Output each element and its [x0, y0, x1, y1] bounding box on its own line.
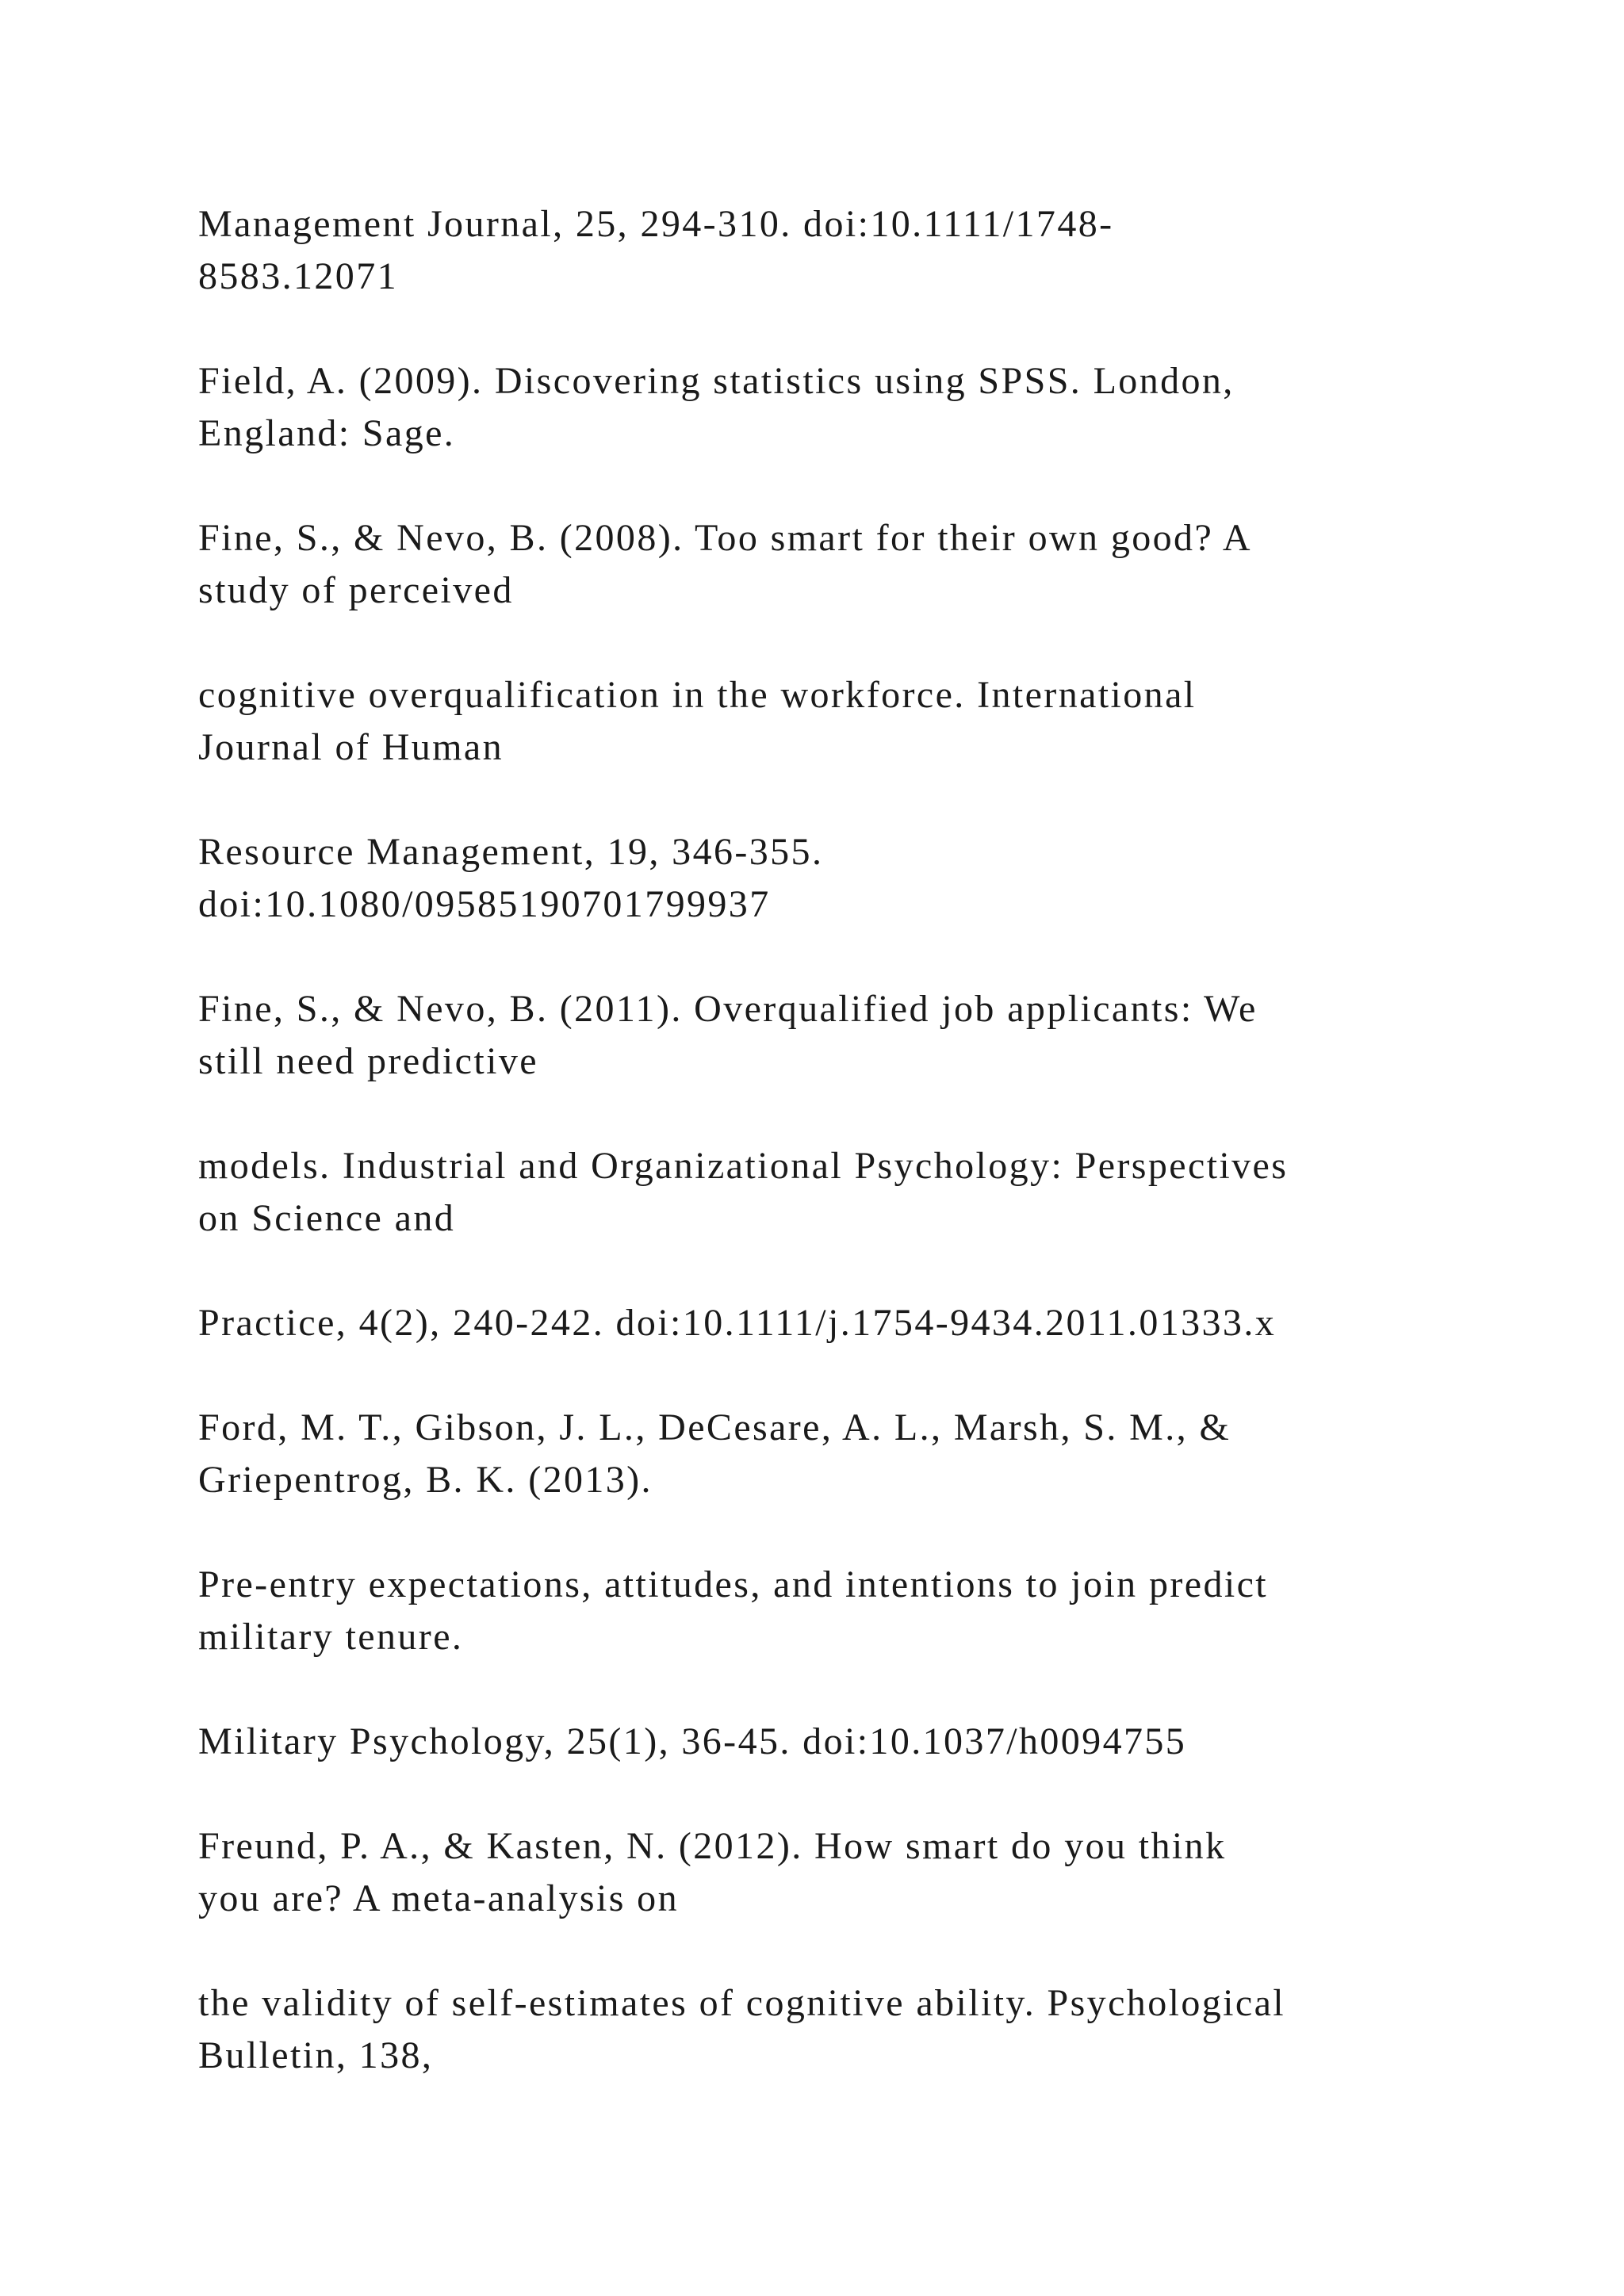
- reference-line: Fine, S., & Nevo, B. (2008). Too smart for their own good? A: [198, 517, 1252, 559]
- reference-paragraph: [198, 1977, 1499, 2082]
- reference-paragraph: [198, 198, 1499, 303]
- reference-paragraph: [198, 1820, 1499, 1925]
- reference-paragraph: [198, 1559, 1499, 1663]
- reference-line: Management Journal, 25, 294-310. doi:10.1111/1748-: [198, 203, 1114, 245]
- reference-paragraph: [198, 983, 1499, 1088]
- reference-line: Field, A. (2009). Discovering statistics using SPSS. London,: [198, 360, 1235, 402]
- reference-paragraph: [198, 1140, 1499, 1245]
- reference-line: England: Sage.: [198, 412, 456, 454]
- reference-line: Resource Management, 19, 346-355.: [198, 831, 824, 873]
- reference-paragraph: [198, 669, 1499, 774]
- reference-line: models. Industrial and Organizational Psychology: Perspectives: [198, 1145, 1289, 1187]
- reference-line: Pre-entry expectations, attitudes, and intentions to join predict: [198, 1563, 1269, 1605]
- reference-line: you are? A meta-analysis on: [198, 1877, 679, 1919]
- reference-line: 8583.12071: [198, 255, 398, 297]
- reference-line: Freund, P. A., & Kasten, N. (2012). How smart do you think: [198, 1825, 1227, 1867]
- reference-line: Journal of Human: [198, 726, 504, 768]
- reference-line: still need predictive: [198, 1040, 538, 1082]
- reference-paragraph: [198, 512, 1499, 617]
- reference-paragraph: [198, 1716, 1499, 1768]
- reference-line: Griepentrog, B. K. (2013).: [198, 1459, 653, 1501]
- reference-paragraph: [198, 826, 1499, 931]
- reference-line: Practice, 4(2), 240-242. doi:10.1111/j.1754-9434.2011.01333.x: [198, 1302, 1277, 1344]
- reference-line: military tenure.: [198, 1616, 464, 1658]
- reference-paragraph: [198, 1297, 1499, 1349]
- reference-line: doi:10.1080/09585190701799937: [198, 883, 771, 925]
- reference-line: the validity of self-estimates of cognitive ability. Psychological: [198, 1982, 1286, 2024]
- reference-line: study of perceived: [198, 569, 514, 611]
- reference-paragraph: [198, 1402, 1499, 1506]
- reference-line: Military Psychology, 25(1), 36-45. doi:10.1037/h0094755: [198, 1720, 1187, 1762]
- reference-line: Bulletin, 138,: [198, 2034, 434, 2076]
- reference-paragraph: [198, 355, 1499, 460]
- reference-line: Fine, S., & Nevo, B. (2011). Overqualified job applicants: We: [198, 988, 1258, 1030]
- reference-line: on Science and: [198, 1197, 456, 1239]
- reference-line: cognitive overqualification in the workforce. International: [198, 674, 1197, 716]
- reference-line: Ford, M. T., Gibson, J. L., DeCesare, A. L., Marsh, S. M., &: [198, 1406, 1231, 1448]
